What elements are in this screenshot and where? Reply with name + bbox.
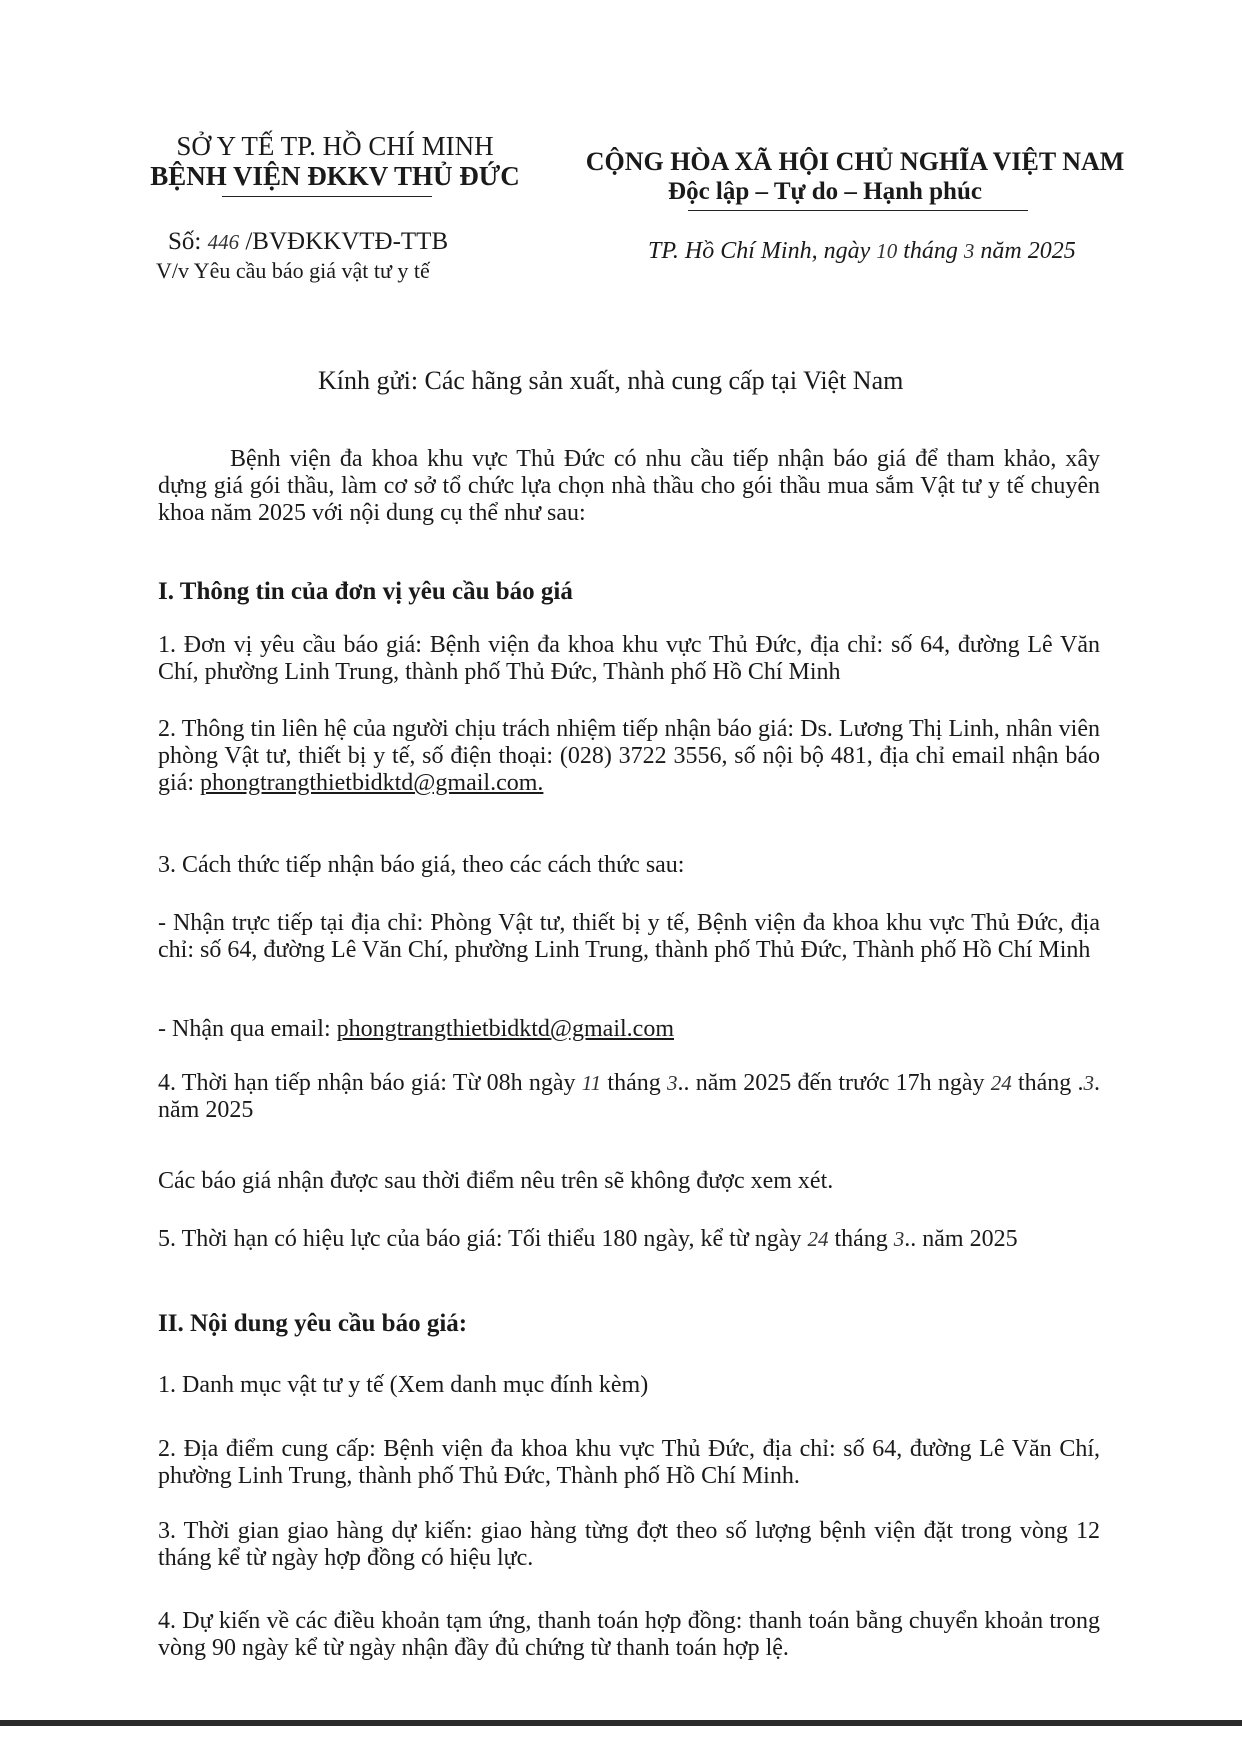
section1-heading: I. Thông tin của đơn vị yêu cầu báo giá [158,578,573,605]
receive-email-link[interactable]: phongtrangthietbidktd@gmail.com [336,1016,674,1042]
section1-item4 [158,1070,1100,1124]
issue-date [648,238,1076,265]
section1-item3: 3. Cách thức tiếp nhận báo giá, theo các cách thức sau: [158,852,685,878]
section1-item2 [158,716,1100,797]
validity-text-b: tháng [828,1226,894,1252]
date-suffix: năm 2025 [974,238,1076,264]
date-mid: tháng [897,238,964,264]
deadline-text-d: tháng . [1011,1070,1084,1096]
date-prefix: TP. Hồ Chí Minh, ngày [648,238,877,264]
doc-number-handwritten: 446 [207,230,240,254]
deadline-text-c: .. năm 2025 đến trước 17h ngày [677,1070,991,1096]
deadline-day2-handwritten: 24 [990,1071,1012,1095]
deadline-month2-handwritten: 3 [1083,1071,1095,1095]
section1-item3a: - Nhận trực tiếp tại địa chỉ: Phòng Vật tư, thiết bị y tế, Bệnh viện đa khoa khu vực Thủ Đức, địa chỉ: số 64, đường Lê Văn Chí, phường Linh Trung, thành phố Thủ Đức, Thành phố Hồ Chí Minh [158,910,1100,963]
org-underline [222,196,432,197]
nation-motto: Độc lập – Tự do – Hạnh phúc [668,178,982,205]
org-parent: SỞ Y TẾ TP. HỒ CHÍ MINH [176,131,494,161]
section2-item1: 1. Danh mục vật tư y tế (Xem danh mục đính kèm) [158,1372,649,1398]
doc-number [168,228,448,256]
doc-subject: V/v Yêu cầu báo giá vật tư y tế [156,258,430,283]
recipient-line: Kính gửi: Các hãng sản xuất, nhà cung cấp tại Việt Nam [318,366,904,395]
validity-month-handwritten: 3 [893,1227,905,1251]
validity-text-c: .. năm 2025 [904,1226,1018,1252]
deadline-text-a: 4. Thời hạn tiếp nhận báo giá: Từ 08h ngày [158,1070,582,1096]
intro-paragraph: Bệnh viện đa khoa khu vực Thủ Đức có nhu cầu tiếp nhận báo giá để tham khảo, xây dựng giá gói thầu, làm cơ sở tổ chức lựa chọn nhà thầu cho gói thầu mua sắm Vật tư y tế chuyên khoa năm 2025 với nội dung cụ thể như sau: [158,446,1100,526]
validity-text-a: 5. Thời hạn có hiệu lực của báo giá: Tối thiểu 180 ngày, kể từ ngày [158,1226,808,1252]
doc-number-suffix: /BVĐKKVTĐ-TTB [239,228,449,255]
deadline-text-b: tháng [601,1070,667,1096]
date-day-handwritten: 10 [876,239,898,263]
validity-day-handwritten: 24 [807,1227,829,1251]
section1-item3b [158,1016,1100,1043]
section1-item5 [158,1226,1100,1253]
contact-email-link[interactable]: phongtrangthietbidktd@gmail.com. [200,770,544,796]
deadline-text-e: . năm 2025 [158,1070,1101,1123]
motto-underline [688,210,1028,211]
section2-heading: II. Nội dung yêu cầu báo giá: [158,1310,468,1337]
deadline-month1-handwritten: 3 [666,1071,678,1095]
scan-bottom-edge [0,1720,1242,1726]
nation-title: CỘNG HÒA XÃ HỘI CHỦ NGHĨA VIỆT NAM [585,147,1125,176]
section2-item3: 3. Thời gian giao hàng dự kiến: giao hàng từng đợt theo số lượng bệnh viện đặt trong vòng 12 tháng kể từ ngày hợp đồng có hiệu lực. [158,1518,1100,1571]
email-receive-text: - Nhận qua email: [158,1016,337,1042]
date-month-handwritten: 3 [963,239,975,263]
section1-note: Các báo giá nhận được sau thời điểm nêu trên sẽ không được xem xét. [158,1168,834,1194]
section2-item2: 2. Địa điểm cung cấp: Bệnh viện đa khoa khu vực Thủ Đức, địa chỉ: số 64, đường Lê Văn Chí, phường Linh Trung, thành phố Thủ Đức, Thành phố Hồ Chí Minh. [158,1436,1100,1489]
doc-number-prefix: Số: [168,228,208,255]
org-name: BỆNH VIỆN ĐKKV THỦ ĐỨC [150,161,520,191]
section1-item1: 1. Đơn vị yêu cầu báo giá: Bệnh viện đa khoa khu vực Thủ Đức, địa chỉ: số 64, đường Lê Văn Chí, phường Linh Trung, thành phố Thủ Đức, Thành phố Hồ Chí Minh [158,632,1100,685]
contact-text: 2. Thông tin liên hệ của người chịu trách nhiệm tiếp nhận báo giá: Ds. Lương Thị Linh, nhân viên phòng Vật tư, thiết bị y tế, số điện thoại: (028) 3722 3556, số nội bộ 481, địa chỉ email nhận báo giá: [158,716,1100,796]
section2-item4: 4. Dự kiến về các điều khoản tạm ứng, thanh toán hợp đồng: thanh toán bằng chuyển khoản trong vòng 90 ngày kể từ ngày nhận đầy đủ chứng từ thanh toán hợp lệ. [158,1608,1100,1661]
deadline-day1-handwritten: 11 [581,1071,602,1095]
